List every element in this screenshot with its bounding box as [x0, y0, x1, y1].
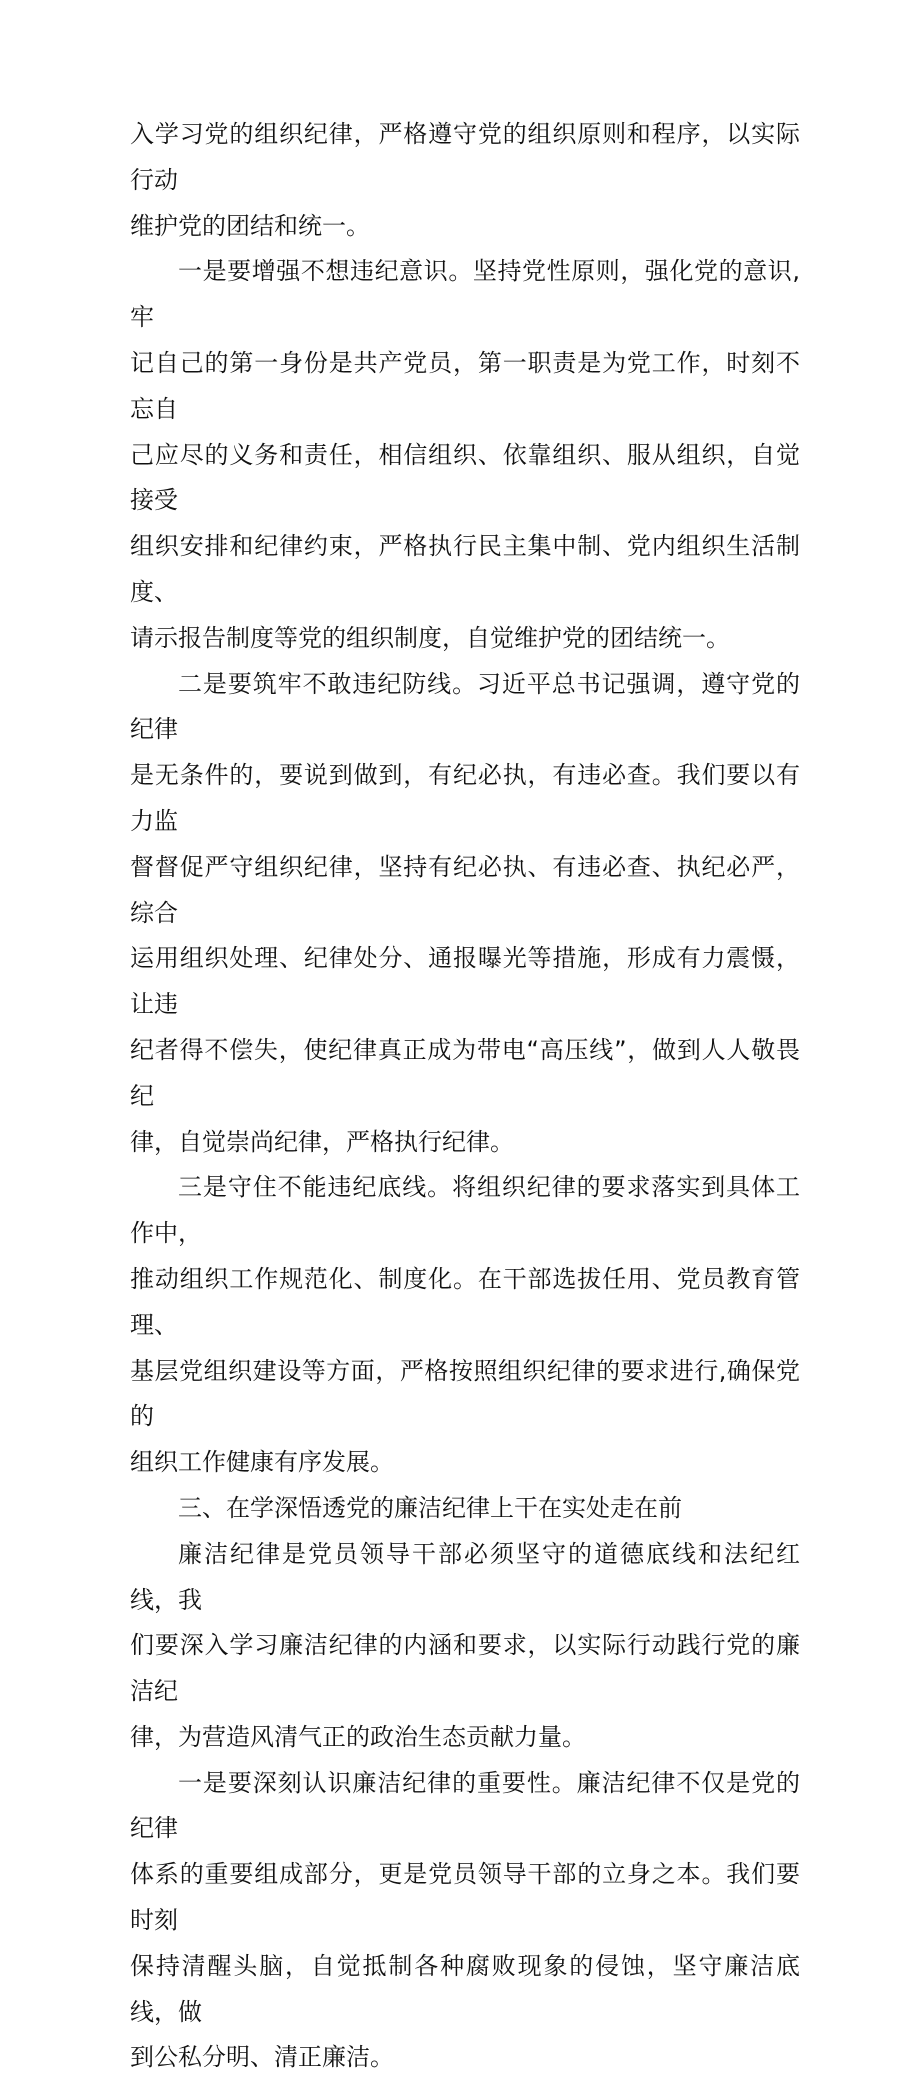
- paragraph-point-two-org: 二是要筑牢不敢违纪防线。习近平总书记强调，遵守党的纪律 是无条件的，要说到做到，有纪必执，有违必查。我们要以有力监 督督促严守组织纪律，坚持有纪必执、有违必查、执纪必严，综合 运用组织处理、纪律处分、通报曝光等措施，形成有力震慑，让违 纪者得不偿失，使纪律真正成为带电“高压线”，做到人人敬畏纪 律，自觉崇尚纪律，严格执行纪律。: [130, 669, 800, 1156]
- paragraph-integrity-intro: 廉洁纪律是党员领导干部必须坚守的道德底线和法纪红线，我 们要深入学习廉洁纪律的内涵和要求，以实际行动践行党的廉洁纪 律，为营造风清气正的政治生态贡献力量。: [130, 1539, 800, 1751]
- paragraph-point-three-org: 三是守住不能违纪底线。将组织纪律的要求落实到具体工作中， 推动组织工作规范化、制度化。在干部选拔任用、党员教育管理、 基层党组织建设等方面，严格按照组织纪律的要求进行,确保党的 组织工作健康有序发展。: [130, 1173, 800, 1477]
- section-heading-three: 三、在学深悟透党的廉洁纪律上干在实处走在前: [178, 1493, 682, 1522]
- paragraph-continuation: 入学习党的组织纪律，严格遵守党的组织原则和程序，以实际行动 维护党的团结和统一。: [130, 120, 800, 240]
- document-body: [130, 112, 800, 2081]
- paragraph-point-one-org: 一是要增强不想违纪意识。坚持党性原则，强化党的意识,牢 记自己的第一身份是共产党员，第一职责是为党工作，时刻不忘自 己应尽的义务和责任，相信组织、依靠组织、服从组织，自觉接受 组织安排和纪律约束，严格执行民主集中制、党内组织生活制度、 请示报告制度等党的组织制度，自觉维护党的团结统一。: [130, 257, 800, 652]
- paragraph-point-one-integrity: 一是要深刻认识廉洁纪律的重要性。廉洁纪律不仅是党的纪律 体系的重要组成部分，更是党员领导干部的立身之本。我们要时刻 保持清醒头脑，自觉抵制各种腐败现象的侵蚀，坚守廉洁底线，做 到公私分明、清正廉洁。: [130, 1768, 800, 2072]
